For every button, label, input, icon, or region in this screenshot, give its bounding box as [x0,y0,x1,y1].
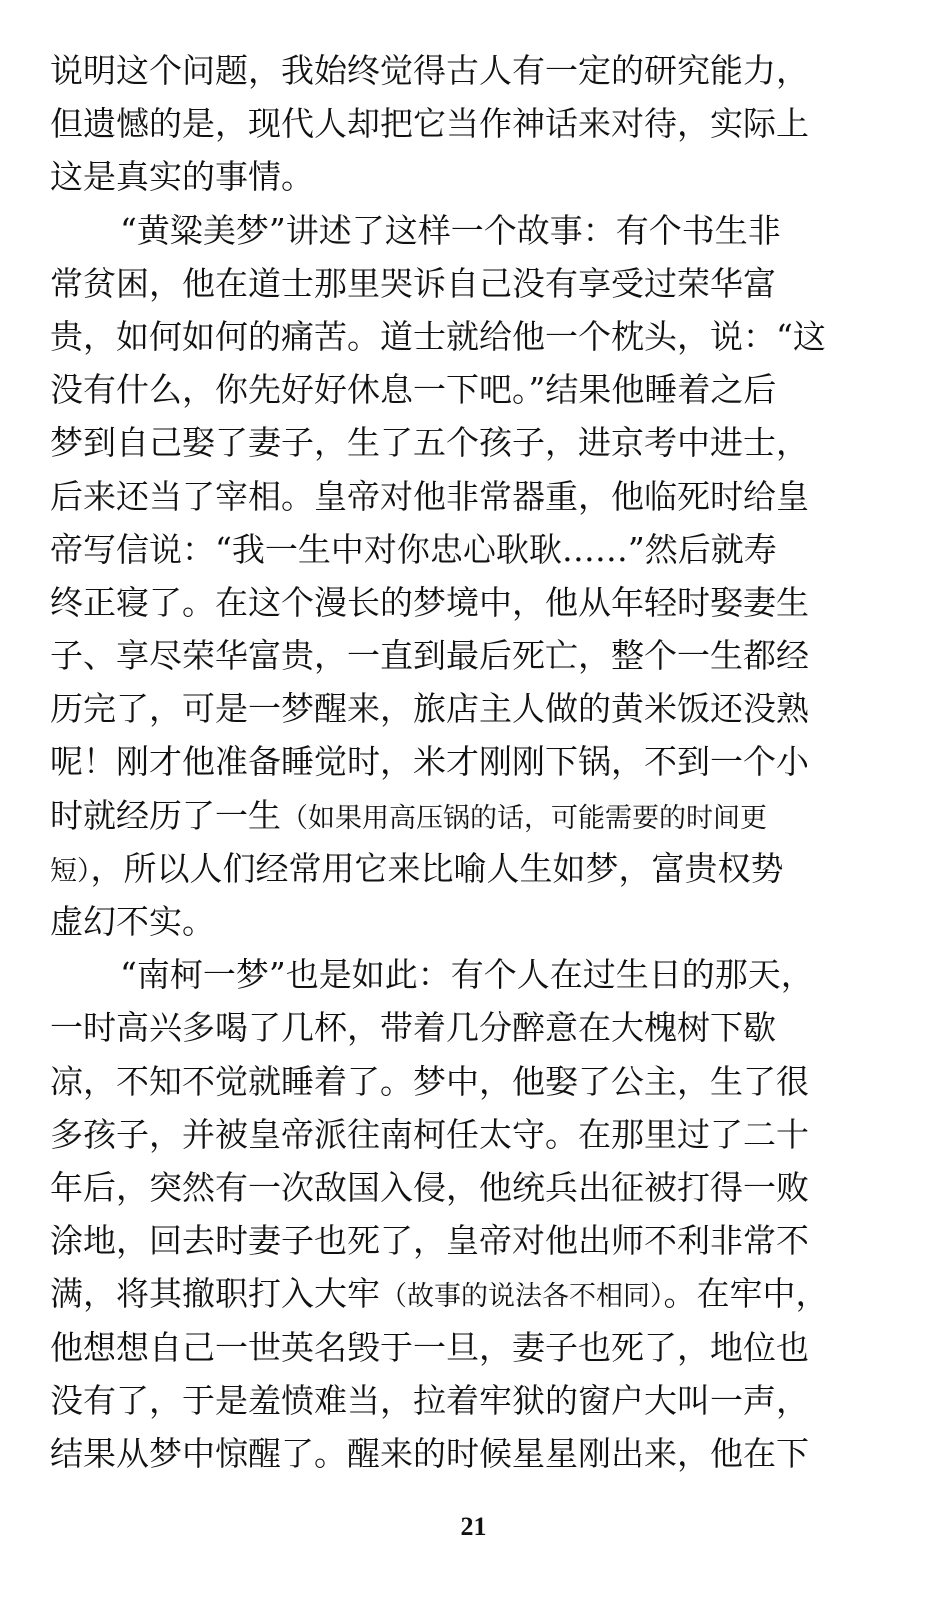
body-text [50,44,874,1480]
parenthetical-note: （故事的说法各不相同） [380,1281,664,1313]
text-line: 虚幻不实。 [50,902,215,941]
text-segment: 时就经历了一生 [50,795,281,835]
text-line: 历完了，可是一梦醒来，旅店主人做的黄米饭还没熟 [50,689,809,729]
text-line: 没有什么，你先好好休息一下吧。”结果他睡着之后 [50,370,777,410]
text-line: 多孩子，并被皇帝派往南柯任太守。在那里过了二十 [50,1114,809,1154]
text-line [50,842,874,895]
text-line: 子、享尽荣华富贵，一直到最后死亡，整个一生都经 [50,636,809,676]
text-line: 一时高兴多喝了几杯，带着几分醉意在大槐树下歇 [50,1008,776,1048]
text-line: 涂地，回去时妻子也死了，皇帝对他出师不利非常不 [50,1221,809,1261]
text-line: 结果从梦中惊醒了。醒来的时候星星刚出来，他在下 [50,1433,809,1473]
text-segment: ，所以人们经常用它来比喻人生如梦，富贵权势 [90,848,784,888]
text-line: 呢！刚才他准备睡觉时，米才刚刚下锅，不到一个小 [50,742,809,782]
text-line: 帝写信说：“我一生中对你忠心耿耿……”然后就寿 [50,529,777,569]
text-line: 年后，突然有一次敌国入侵，他统兵出征被打得一败 [50,1167,809,1207]
paragraph-start-line: “黄粱美梦”讲述了这样一个故事：有个书生非 [120,210,781,250]
text-segment: 。在牢中， [663,1274,829,1314]
text-line: 但遗憾的是，现代人却把它当作神话来对待，实际上 [50,104,809,144]
parenthetical-note: 短） [50,855,91,887]
page-number: 21 [460,1512,487,1541]
text-line: 他想想自己一世英名毁于一旦，妻子也死了，地位也 [50,1327,809,1367]
text-line: 贵，如何如何的痛苦。道士就给他一个枕头，说：“这 [50,316,826,356]
text-line: 凉，不知不觉就睡着了。梦中，他娶了公主，生了很 [50,1061,809,1101]
text-line: 梦到自己娶了妻子，生了五个孩子，进京考中进士， [50,423,809,463]
text-line: 没有了，于是羞愤难当，拉着牢狱的窗户大叫一声， [50,1380,809,1420]
paragraph-start-line: “南柯一梦”也是如此：有个人在过生日的那天， [120,955,814,995]
text-line: 这是真实的事情。 [50,157,314,197]
text-line: 常贫困，他在道士那里哭诉自己没有享受过荣华富 [50,263,776,303]
text-segment: 满，将其撤职打入大牢 [50,1274,380,1314]
text-line [50,1267,874,1320]
text-line: 终正寝了。在这个漫长的梦境中，他从年轻时娶妻生 [50,582,809,622]
text-line: 说明这个问题，我始终觉得古人有一定的研究能力， [50,51,809,90]
parenthetical-note: （如果用高压锅的话，可能需要的时间更 [281,802,767,834]
text-line: 后来还当了宰相。皇帝对他非常器重，他临死时给皇 [50,476,809,516]
text-line [50,789,874,842]
